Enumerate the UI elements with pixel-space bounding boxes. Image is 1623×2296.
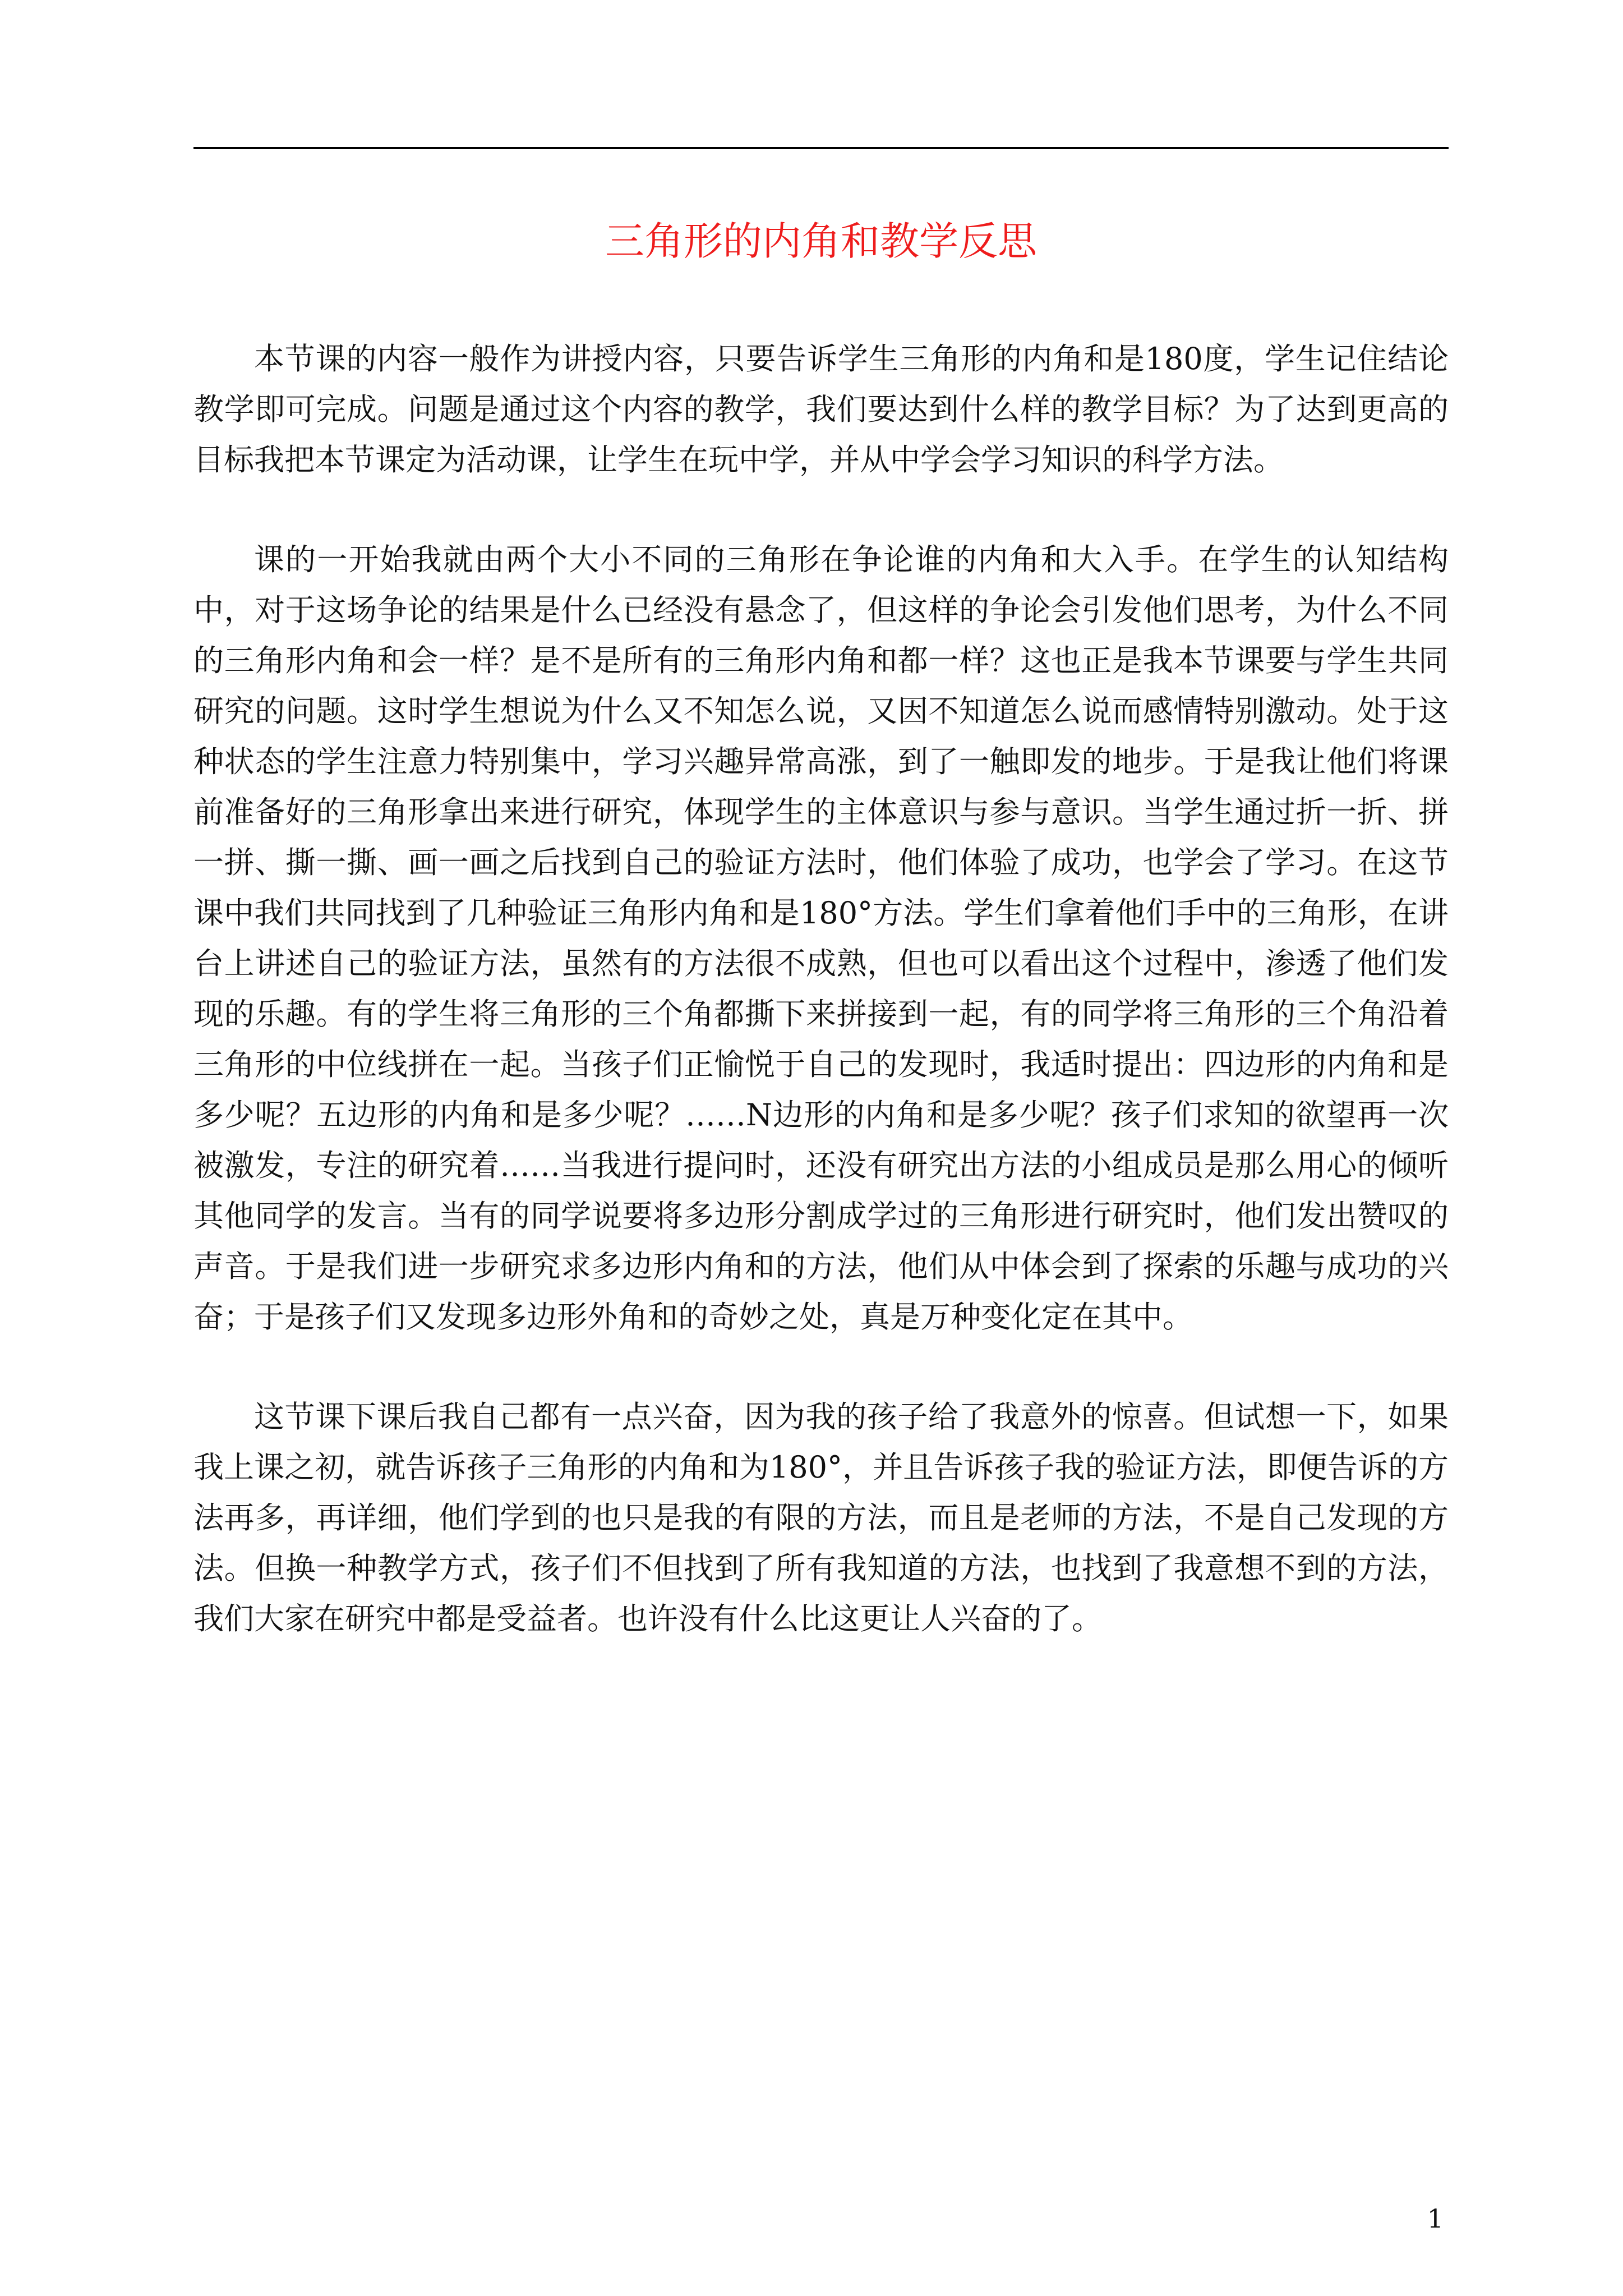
document-body <box>193 334 1449 1694</box>
page-number: 1 <box>1427 2203 1444 2234</box>
paragraph-1: 本节课的内容一般作为讲授内容，只要告诉学生三角形的内角和是180度，学生记住结论教学即可完成。问题是通过这个内容的教学，我们要达到什么样的教学目标？为了达到更高的目标我把本节课定为活动课，让学生在玩中学，并从中学会学习知识的科学方法。 <box>193 341 1449 477</box>
paragraph-3: 这节课下课后我自己都有一点兴奋，因为我的孩子给了我意外的惊喜。但试想一下，如果我上课之初，就告诉孩子三角形的内角和为180°，并且告诉孩子我的验证方法，即便告诉的方法再多，再详细，他们学到的也只是我的有限的方法，而且是老师的方法，不是自己发现的方法。但换一种教学方式，孩子们不但找到了所有我知道的方法，也找到了我意想不到的方法，我们大家在研究中都是受益者。也许没有什么比这更让人兴奋的了。 <box>193 1399 1449 1636</box>
page-title: 三角形的内角和教学反思 <box>605 218 1037 264</box>
header-rule <box>193 147 1449 149</box>
paragraph-2: 课的一开始我就由两个大小不同的三角形在争论谁的内角和大入手。在学生的认知结构中，对于这场争论的结果是什么已经没有悬念了，但这样的争论会引发他们思考，为什么不同的三角形内角和会一样？是不是所有的三角形内角和都一样？这也正是我本节课要与学生共同研究的问题。这时学生想说为什么又不知怎么说，又因不知道怎么说而感情特别激动。处于这种状态的学生注意力特别集中，学习兴趣异常高涨，到了一触即发的地步。于是我让他们将课前准备好的三角形拿出来进行研究，体现学生的主体意识与参与意识。当学生通过折一折、拼一拼、撕一撕、画一画之后找到自己的验证方法时，他们体验了成功，也学会了学习。在这节课中我们共同找到了几种验证三角形内角和是180°方法。学生们拿着他们手中的三角形，在讲台上讲述自己的验证方法，虽然有的方法很不成熟，但也可以看出这个过程中，渗透了他们发现的乐趣。有的学生将三角形的三个角都撕下来拼接到一起，有的同学将三角形的三个角沿着三角形的中位线拼在一起。当孩子们正愉悦于自己的发现时，我适时提出：四边形的内角和是多少呢？五边形的内角和是多少呢？……N边形的内角和是多少呢？孩子们求知的欲望再一次被激发，专注的研究着……当我进行提问时，还没有研究出方法的小组成员是那么用心的倾听其他同学的发言。当有的同学说要将多边形分割成学过的三角形进行研究时，他们发出赞叹的声音。于是我们进一步研究求多边形内角和的方法，他们从中体会到了探索的乐趣与成功的兴奋；于是孩子们又发现多边形外角和的奇妙之处，真是万种变化定在其中。 <box>193 542 1449 1335</box>
